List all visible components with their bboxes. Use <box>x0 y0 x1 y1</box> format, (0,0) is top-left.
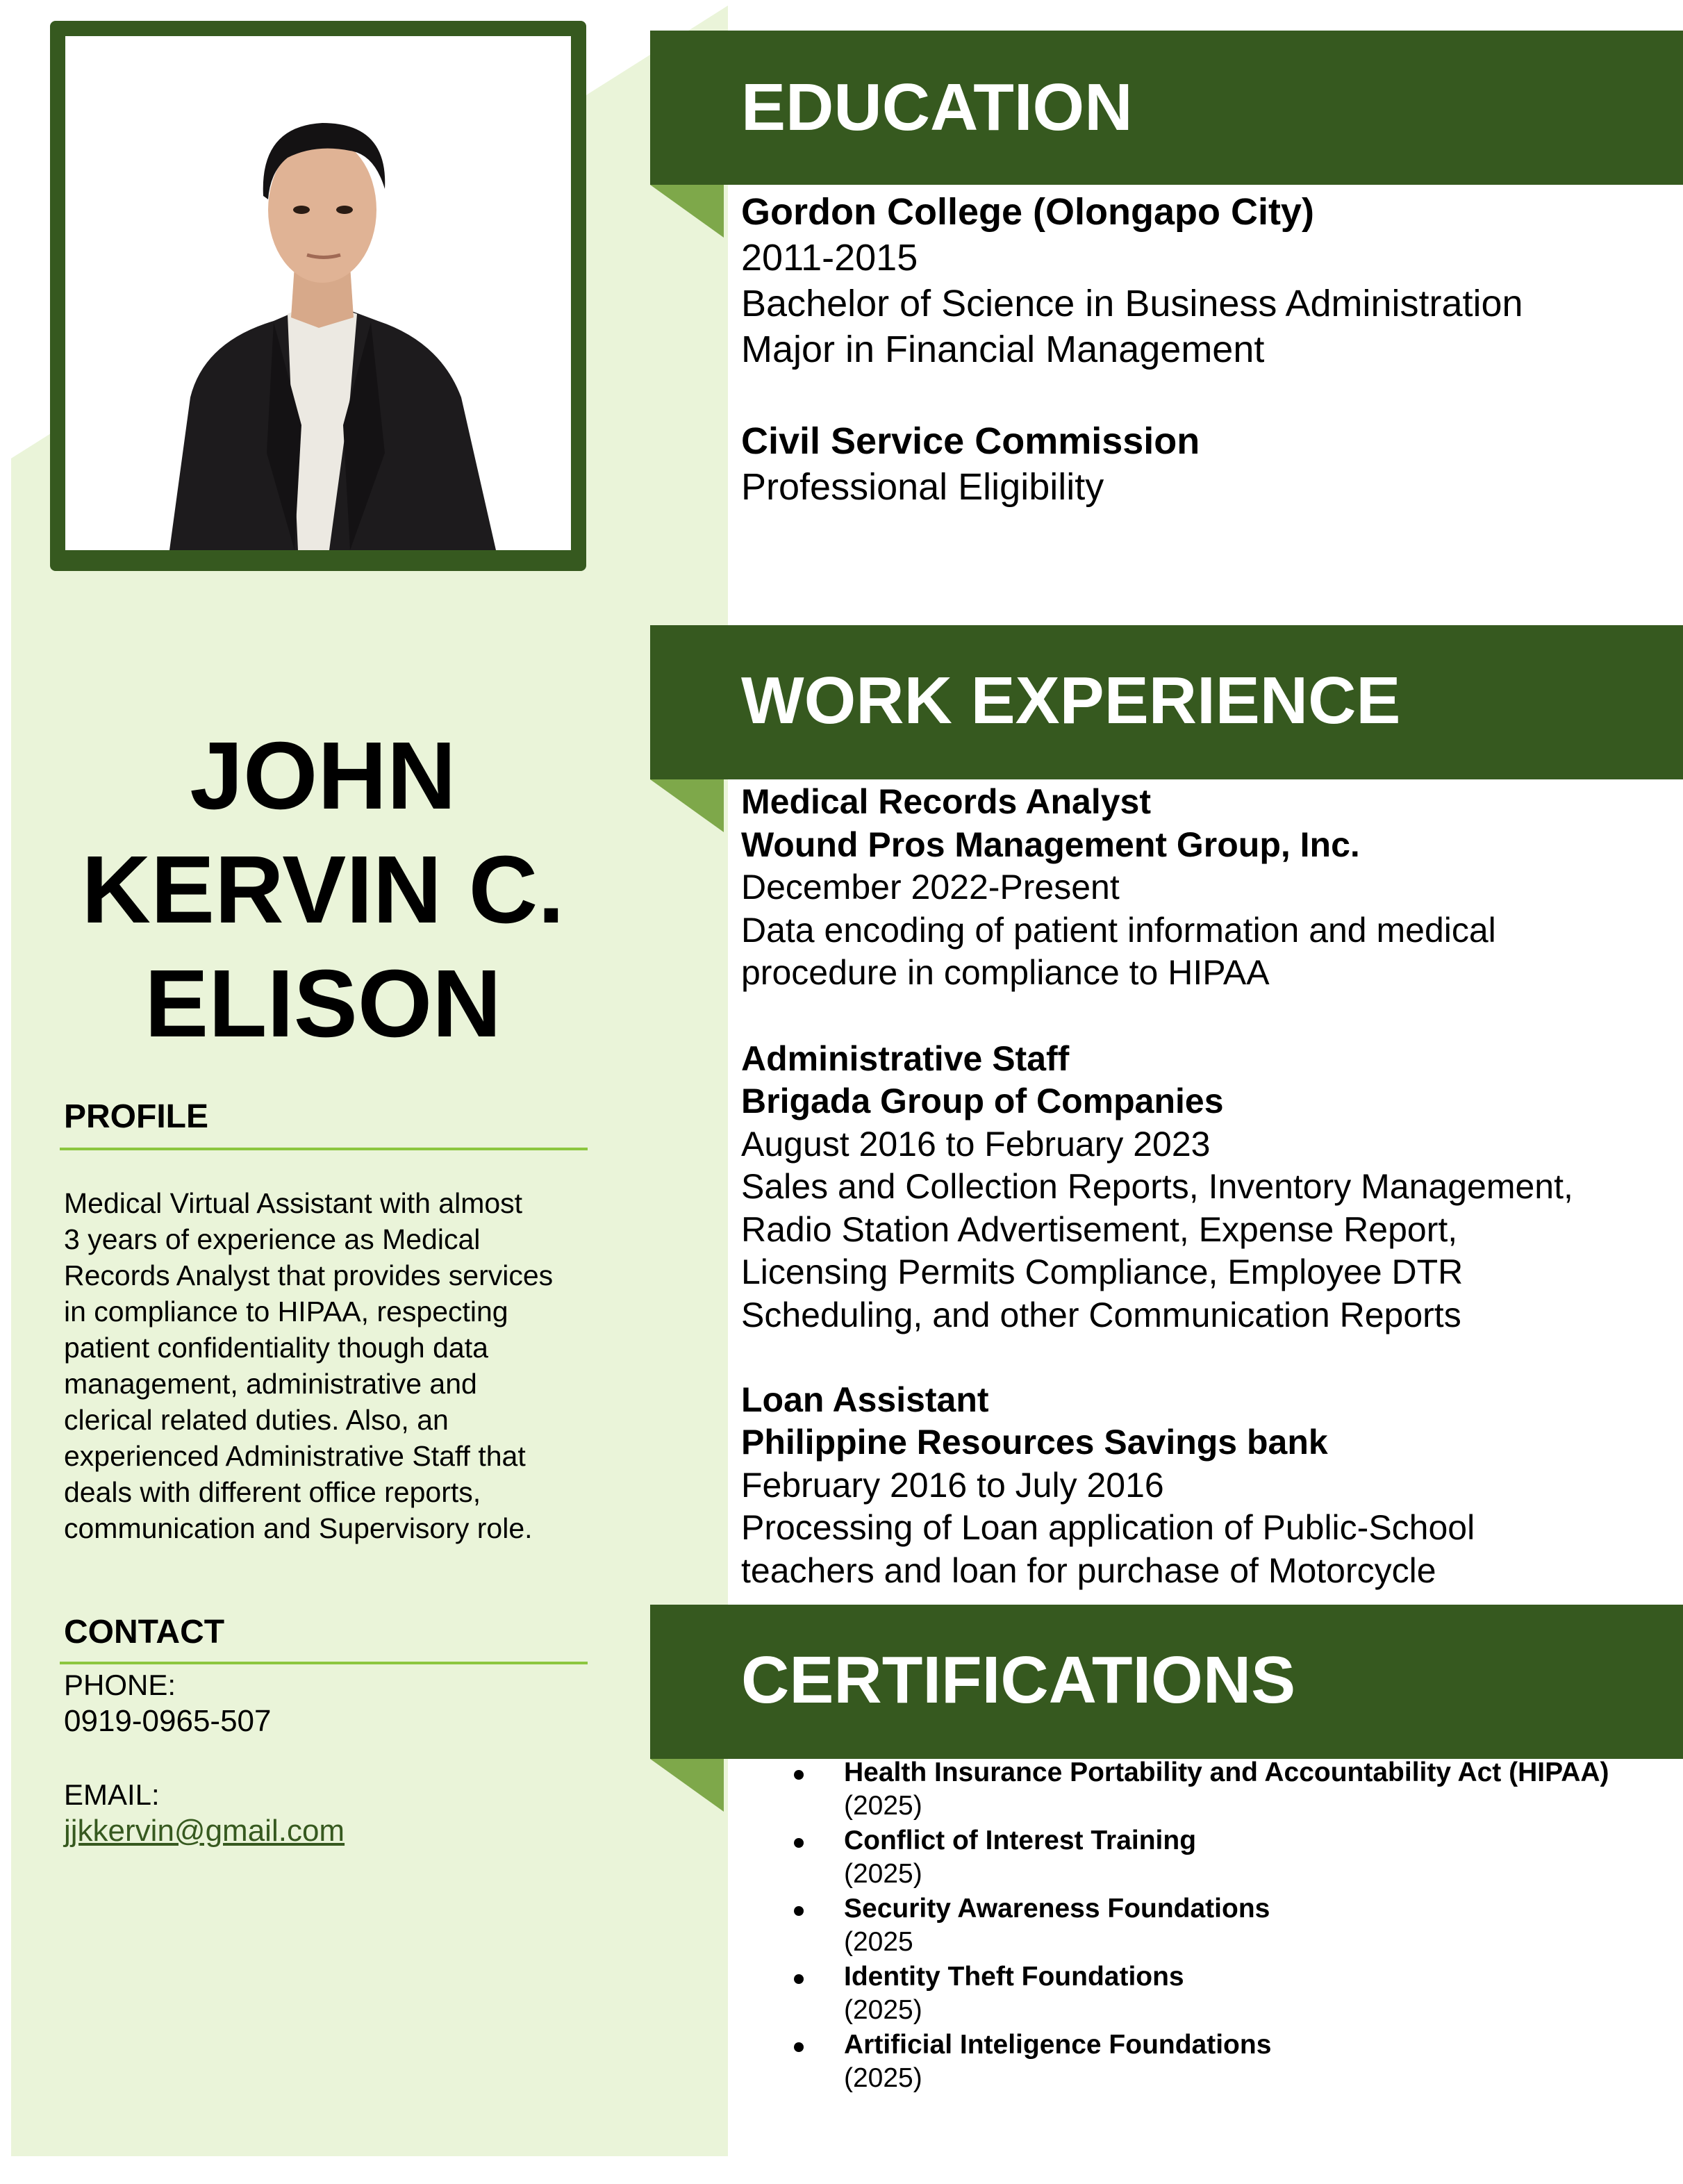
phone-number[interactable]: 0919-0965-507 <box>64 1704 272 1738</box>
education-degree-1: Bachelor of Science in Business Administration <box>741 283 1523 324</box>
email-row <box>64 1813 345 1849</box>
job-description-line: Data encoding of patient information and medical <box>741 911 1496 950</box>
bullet-icon <box>794 1770 804 1780</box>
certification-name: Conflict of Interest Training <box>844 1826 1197 1855</box>
profile-line: deals with different office reports, <box>64 1476 481 1508</box>
email-link[interactable]: jjkkervin@gmail.com <box>64 1814 345 1848</box>
list-item <box>741 1824 1644 1892</box>
profile-line: in compliance to HIPAA, respecting <box>64 1296 508 1327</box>
profile-line: management, administrative and <box>64 1368 477 1400</box>
job-dates: August 2016 to February 2023 <box>741 1125 1211 1164</box>
education-heading: EDUCATION <box>741 70 1133 144</box>
profile-line: Medical Virtual Assistant with almost <box>64 1187 523 1219</box>
certifications-heading: CERTIFICATIONS <box>741 1643 1296 1717</box>
list-item <box>741 1756 1644 1824</box>
bullet-icon <box>794 2042 804 2052</box>
certification-name: Security Awareness Foundations <box>844 1894 1270 1924</box>
bullet-icon <box>794 1838 804 1848</box>
work-experience-heading: WORK EXPERIENCE <box>741 663 1401 738</box>
job-description-line: Licensing Permits Compliance, Employee DTR <box>741 1252 1464 1291</box>
certification-name: Identity Theft Foundations <box>844 1962 1184 1992</box>
profile-line: 3 years of experience as Medical <box>64 1223 481 1255</box>
job-description-line: teachers and loan for purchase of Motorcycle <box>741 1551 1436 1590</box>
contact-divider <box>60 1662 588 1664</box>
job-description-line: Scheduling, and other Communication Reports <box>741 1296 1461 1334</box>
certification-name: Artificial Inteligence Foundations <box>844 2030 1272 2060</box>
name-line-2: KERVIN C. <box>81 836 565 943</box>
list-item <box>741 1960 1644 2028</box>
name-line-1: JOHN <box>190 722 456 829</box>
certifications-list <box>741 1756 1644 2096</box>
phone-label: PHONE: <box>64 1669 176 1701</box>
profile-line: clerical related duties. Also, an <box>64 1404 449 1436</box>
candidate-name <box>28 719 618 1061</box>
job-description-line: Radio Station Advertisement, Expense Report, <box>741 1210 1458 1249</box>
job-company: Wound Pros Management Group, Inc. <box>741 825 1360 864</box>
job-role: Loan Assistant <box>741 1380 989 1419</box>
job-description-line: procedure in compliance to HIPAA <box>741 953 1270 992</box>
certification-year: (2025) <box>844 1859 922 1889</box>
job-description-line: Sales and Collection Reports, Inventory Management, <box>741 1167 1573 1206</box>
profile-heading: PROFILE <box>64 1098 209 1135</box>
profile-line: Records Analyst that provides services <box>64 1259 554 1291</box>
job-company: Brigada Group of Companies <box>741 1082 1224 1120</box>
list-item <box>741 1892 1644 1960</box>
profile-line: patient confidentiality though data <box>64 1332 488 1364</box>
profile-summary <box>64 1185 592 1546</box>
name-line-3: ELISON <box>144 950 501 1057</box>
certification-year: (2025) <box>844 2063 922 2093</box>
education-years-1: 2011-2015 <box>741 237 918 279</box>
education-major-1: Major in Financial Management <box>741 329 1265 370</box>
job-description-line: Processing of Loan application of Public-School <box>741 1508 1475 1547</box>
profile-line: communication and Supervisory role. <box>64 1512 533 1544</box>
certifications-banner-fold <box>650 1759 724 1812</box>
contact-heading: CONTACT <box>64 1614 225 1651</box>
list-item <box>741 2028 1644 2096</box>
certification-year: (2025) <box>844 1995 922 2025</box>
profile-photo <box>65 36 571 550</box>
person-portrait-image <box>65 36 571 550</box>
profile-divider <box>60 1148 588 1150</box>
education-school-2: Civil Service Commission <box>741 420 1200 462</box>
email-label: EMAIL: <box>64 1778 160 1811</box>
work-banner-fold <box>650 779 724 832</box>
certification-name: Health Insurance Portability and Accountability Act (HIPAA) <box>844 1757 1609 1787</box>
certification-year: (2025) <box>844 1791 922 1821</box>
profile-line: experienced Administrative Staff that <box>64 1440 526 1472</box>
job-dates: December 2022-Present <box>741 868 1120 907</box>
certification-year: (2025 <box>844 1927 913 1957</box>
job-role: Administrative Staff <box>741 1039 1070 1078</box>
education-school-1: Gordon College (Olongapo City) <box>741 191 1314 233</box>
bullet-icon <box>794 1906 804 1916</box>
bullet-icon <box>794 1974 804 1984</box>
job-dates: February 2016 to July 2016 <box>741 1466 1164 1505</box>
education-banner-fold <box>650 185 724 238</box>
education-degree-2: Professional Eligibility <box>741 466 1104 508</box>
job-role: Medical Records Analyst <box>741 782 1152 821</box>
profile-photo-frame <box>50 21 586 571</box>
job-company: Philippine Resources Savings bank <box>741 1423 1328 1462</box>
